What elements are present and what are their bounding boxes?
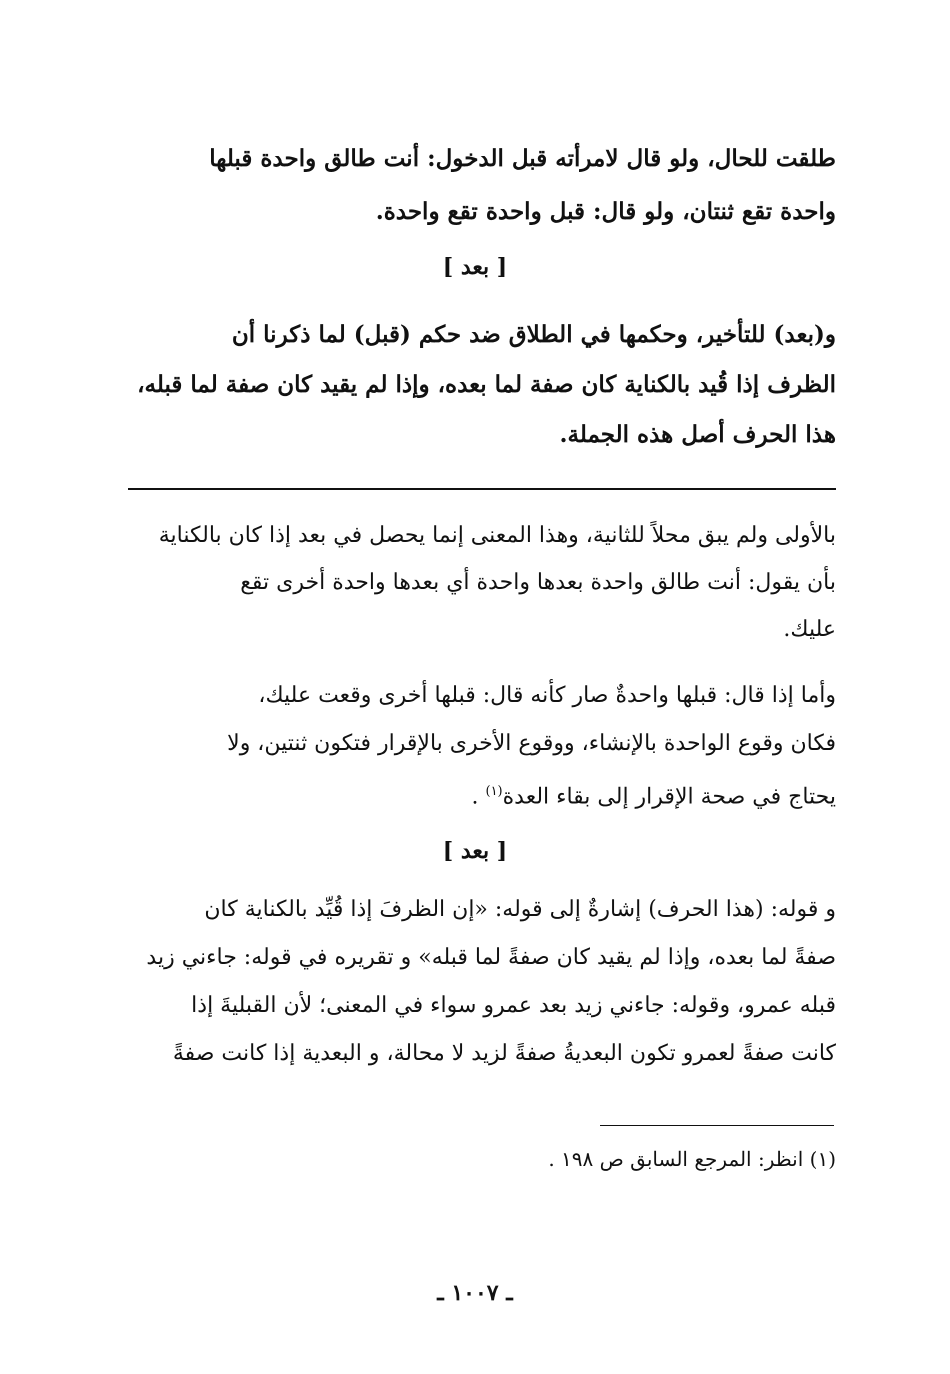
text-line: طلقت للحال، ولو قال لامرأته قبل الدخول: أنت طالق واحدة قبلها [209,145,836,172]
text-line [128,768,836,821]
text-line: و قوله: (هذا الحرف) إشارةٌ إلى قوله: «إن الظرفَ إذا قُيِّد بالكناية كان [204,897,836,922]
footnote-reference[interactable]: (١) [485,784,503,799]
main-text-paragraph-1 [128,132,836,238]
text-line: واحدة تقع ثنتان، ولو قال: قبل واحدة تقع واحدة. [375,198,836,225]
footnote-text: (١) انظر: المرجع السابق ص ١٩٨ . [548,1147,836,1171]
section-heading: [ بعد ] [442,254,508,280]
main-text-divider [128,488,836,490]
text-line: الظرف إذا قُيد بالكناية كان صفة لما بعده، وإذا لم يقيد كان صفة لما قبله، [137,371,836,398]
footnote-divider [600,1125,834,1126]
section-heading: [ بعد ] [442,838,508,864]
text-line: هذا الحرف أصل هذه الجملة. [559,421,836,448]
text-line: قبله عمرو، وقوله: جاءني زيد بعد عمرو سواء في المعنى؛ لأن القبليةَ إذا [191,993,836,1018]
text-line-content: يحتاج في صحة الإقرار إلى بقاء العدة [502,784,836,810]
commentary-paragraph-3 [128,886,836,1078]
main-text-paragraph-2 [128,310,836,460]
text-line: كانت صفةً لعمرو تكون البعديةُ صفةً لزيد لا محالة، و البعدية إذا كانت صفةً [172,1041,836,1066]
text-line: فكان وقوع الواحدة بالإنشاء، ووقوع الأخرى بالإقرار فتكون ثنتين، ولا [227,731,836,756]
text-line: وأما إذا قال: قبلها واحدةٌ صار كأنه قال: قبلها أخرى وقعت عليك، [258,683,836,708]
sentence-end: . [471,784,479,810]
text-line: عليك. [783,617,836,642]
page-number: ـ ١٠٠٧ ـ [437,1280,513,1306]
text-line: و(بعد) للتأخير، وحكمها في الطلاق ضد حكم (قبل) لما ذكرنا أن [231,321,836,348]
footnote [128,1144,836,1174]
text-line: بالأولى ولم يبق محلاً للثانية، وهذا المعنى إنما يحصل في بعد إذا كان بالكناية [158,523,836,548]
text-line: بأن يقول: أنت طالق واحدة بعدها واحدة أي بعدها واحدة أخرى تقع [240,570,836,595]
commentary-paragraph-1 [128,512,836,653]
text-line: صفةً لما بعده، وإذا لم يقيد كان صفةً لما قبله» و تقريره في قوله: جاءني زيد [146,945,836,970]
commentary-paragraph-2 [128,672,836,821]
